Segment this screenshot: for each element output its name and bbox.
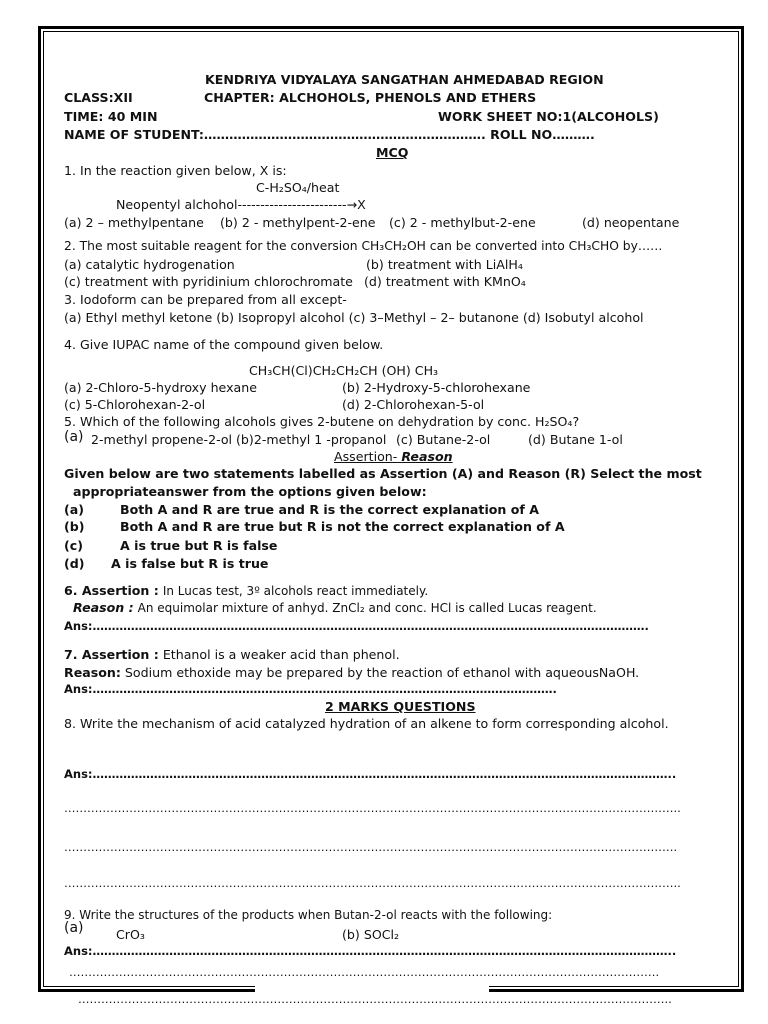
q7-reason: Reason: Sodium ethoxide may be prepared by the reaction of ethanol with aqueousNaOH.	[64, 665, 640, 680]
ar-option-d-mark: (d)	[64, 556, 85, 571]
q1-option-c: (c) 2 - methylbut-2-ene	[389, 215, 536, 230]
q7-answer-line[interactable]: Ans:………………………………………………………………………………………………………….	[64, 682, 557, 696]
q9-answer-line-2[interactable]: ……………………………………………………………………………………………………………………………………….	[69, 965, 660, 979]
q7-assertion: 7. Assertion : Ethanol is a weaker acid than phenol.	[64, 647, 400, 662]
q5-option-c: (c) Butane-2-ol	[396, 432, 491, 447]
ar-intro-line-2: appropriateanswer from the options given below:	[73, 484, 427, 499]
q8-answer-line-3[interactable]: …………………………………………………………………………………………………………………………………………….	[64, 840, 678, 854]
student-line: NAME OF STUDENT:…………………………………………………………. ROLL NO……….	[64, 127, 595, 142]
q1-reaction: Neopentyl alchohol------------------------→X	[116, 197, 366, 212]
q5-question: 5. Which of the following alcohols gives 2-butene on dehydration by conc. H₂SO₄?	[64, 414, 580, 429]
q8-answer-line-4[interactable]: ……………………………………………………………………………………………………………………………………………..	[64, 876, 681, 890]
q6-answer-line[interactable]: Ans:……………………………………………………………………………………………………………………………….	[64, 619, 649, 633]
q2-option-c: (c) treatment with pyridinium chlorochromate	[64, 274, 353, 289]
q1-reagent: C-H₂SO₄/heat	[256, 180, 340, 195]
q9-question: 9. Write the structures of the products when Butan-2-ol reacts with the following:	[64, 908, 553, 922]
q5-option-a-mark: (a)	[64, 429, 84, 445]
ar-option-b: Both A and R are true but R is not the correct explanation of A	[120, 519, 565, 534]
q5-option-d: (d) Butane 1-ol	[528, 432, 623, 447]
ar-option-c-mark: (c)	[64, 538, 83, 553]
q8-answer-line-2[interactable]: ……………………………………………………………………………………………………………………………………………..	[64, 801, 681, 815]
ar-intro-line-1: Given below are two statements labelled as Assertion (A) and Reason (R) Select the most	[64, 466, 702, 481]
ar-option-c: A is true but R is false	[120, 538, 278, 553]
q9-option-a-mark: (a)	[64, 920, 84, 936]
q4-option-d: (d) 2-Chlorohexan-5-ol	[342, 397, 485, 412]
q2-question: 2. The most suitable reagent for the conversion CH₃CH₂OH can be converted into CH₃CHO by……	[64, 239, 663, 253]
q9-answer-line-3[interactable]: ………………………………………………………………………………………………………………………………………..	[78, 992, 672, 1006]
assertion-reason-heading: Assertion- Reason	[334, 449, 453, 464]
q4-option-c: (c) 5-Chlorohexan-2-ol	[64, 397, 206, 412]
q4-option-a: (a) 2-Chloro-5-hydroxy hexane	[64, 380, 257, 395]
q1-option-b: (b) 2 - methylpent-2-ene	[220, 215, 376, 230]
worksheet-label: WORK SHEET NO:1(ALCOHOLS)	[438, 109, 659, 124]
school-title: KENDRIYA VIDYALAYA SANGATHAN AHMEDABAD REGION	[205, 72, 604, 87]
q5-option-b: (b)2-methyl 1 -propanol	[236, 432, 387, 447]
mcq-heading: MCQ	[376, 145, 409, 160]
q1-option-a: (a) 2 – methylpentane	[64, 215, 204, 230]
two-marks-heading: 2 MARKS QUESTIONS	[325, 699, 476, 714]
q1-question: 1. In the reaction given below, X is:	[64, 163, 287, 178]
ar-option-d: A is false but R is true	[111, 556, 269, 571]
chapter-label: CHAPTER: ALCHOHOLS, PHENOLS AND ETHERS	[204, 90, 537, 105]
q9-answer-line[interactable]: Ans:……………………………………………………………………………………………………………………………………..	[64, 944, 677, 958]
q9-option-a: CrO₃	[116, 927, 145, 942]
time-label: TIME: 40 MIN	[64, 109, 158, 124]
q4-option-b: (b) 2-Hydroxy-5-chlorohexane	[342, 380, 531, 395]
q2-option-d: (d) treatment with KMnO₄	[364, 274, 526, 289]
q8-answer-line[interactable]: Ans:……………………………………………………………………………………………………………………………………..	[64, 767, 677, 781]
q2-option-b: (b) treatment with LiAlH₄	[366, 257, 523, 272]
q9-option-b: (b) SOCl₂	[342, 927, 400, 942]
class-label: CLASS:XII	[64, 90, 133, 105]
q3-options: (a) Ethyl methyl ketone (b) Isopropyl alcohol (c) 3–Methyl – 2– butanone (d) Isobutyl alcohol	[64, 310, 644, 325]
q6-assertion: 6. Assertion : In Lucas test, 3º alcohols react immediately.	[64, 583, 429, 598]
q2-option-a: (a) catalytic hydrogenation	[64, 257, 235, 272]
ar-option-a-mark: (a)	[64, 502, 85, 517]
q5-option-a: 2-methyl propene-2-ol	[91, 432, 233, 447]
q3-question: 3. Iodoform can be prepared from all except-	[64, 292, 347, 307]
q8-question: 8. Write the mechanism of acid catalyzed hydration of an alkene to form corresponding alcohol.	[64, 716, 669, 731]
ar-option-a: Both A and R are true and R is the correct explanation of A	[120, 502, 540, 517]
q4-formula: CH₃CH(Cl)CH₂CH₂CH (OH) CH₃	[249, 363, 439, 378]
q6-reason: Reason : An equimolar mixture of anhyd. ZnCl₂ and conc. HCl is called Lucas reagent.	[73, 600, 597, 615]
q1-option-d: (d) neopentane	[582, 215, 680, 230]
ar-option-b-mark: (b)	[64, 519, 85, 534]
q4-question: 4. Give IUPAC name of the compound given below.	[64, 337, 384, 352]
